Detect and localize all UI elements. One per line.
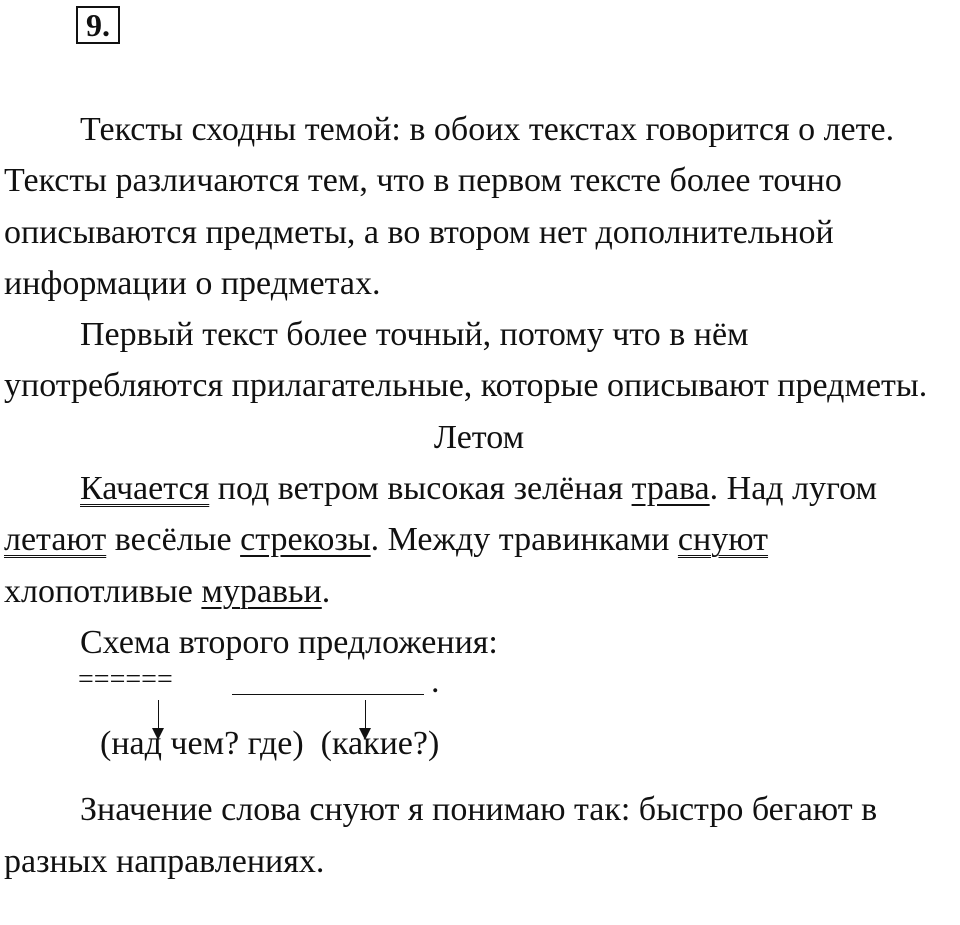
predicate: снуют (677, 521, 769, 559)
paragraph-meaning: Значение слова снуют я понимаю так: быстро бегают в разных направлениях. (4, 791, 878, 880)
predicate: летают (4, 521, 107, 559)
answer-text (4, 104, 954, 887)
story-fragment: . Между травинками (370, 521, 678, 559)
story-text (4, 463, 954, 617)
paragraph-comparison: Тексты сходны темой: в обоих текстах говорится о лете. Тексты различаются тем, что в первом тексте более точно описываются предметы, а во втором нет дополнительной информации о предметах. (4, 111, 895, 302)
story-title: Летом (433, 418, 525, 456)
story-fragment: . (321, 572, 331, 610)
story-fragment: . Над лугом (709, 470, 878, 508)
schema-label: Схема второго предложения: (80, 623, 498, 661)
predicate: Качается (80, 470, 210, 508)
paragraph-precision: Первый текст более точный, потому что в нём употребляются прилагательные, которые описывают предметы. (4, 316, 928, 405)
subject: стрекозы (240, 521, 371, 559)
story-fragment: хлопотливые (4, 572, 202, 610)
story-fragment: весёлые (106, 521, 241, 559)
predicate-mark: ====== (78, 664, 173, 696)
task-number: 9. (76, 6, 120, 44)
subject: трава (631, 470, 710, 508)
schema-period: . (431, 663, 440, 701)
sentence-schema (4, 663, 954, 788)
story-fragment: под ветром высокая зелёная (209, 470, 632, 508)
subject: муравьи (201, 572, 322, 610)
schema-questions: (над чем? где) (какие?) (100, 725, 440, 763)
subject-mark (232, 694, 424, 695)
